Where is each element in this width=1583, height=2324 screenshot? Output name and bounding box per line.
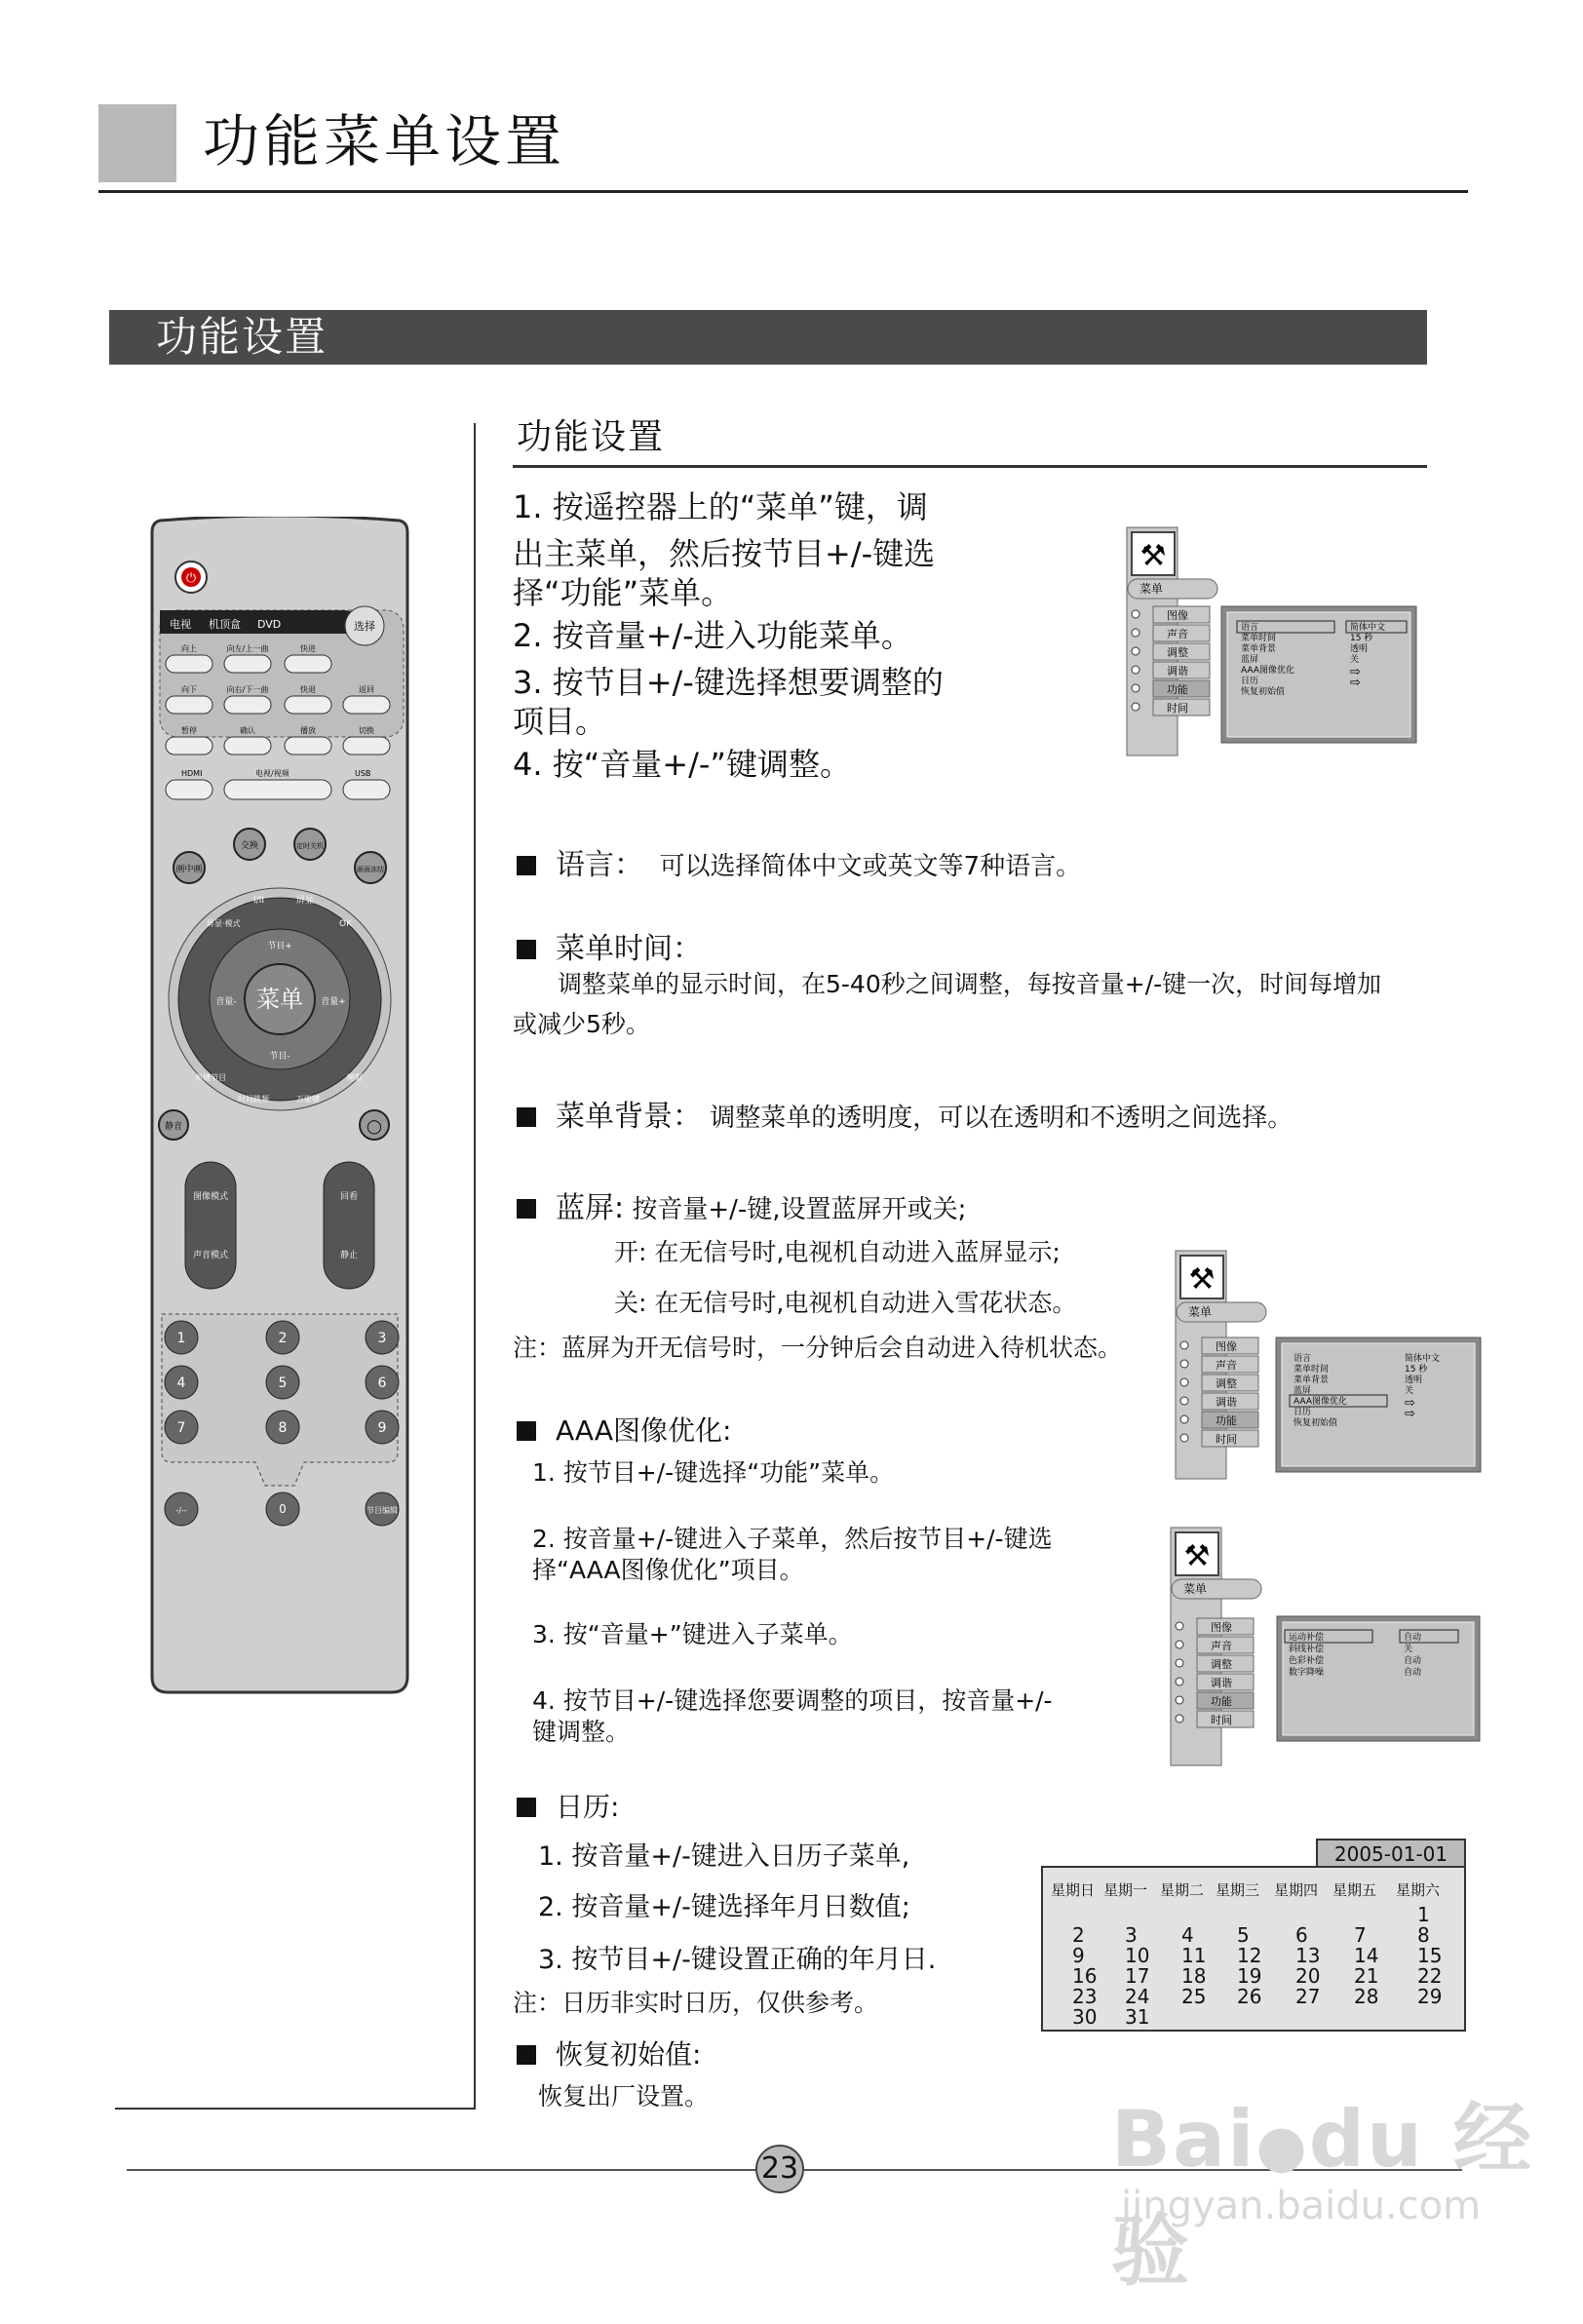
menu-row-label: 恢复初始值 (1293, 1418, 1338, 1428)
menu-tab-radio (1180, 1378, 1188, 1386)
subsection-rule (513, 465, 1427, 468)
step-1c: 择“功能”菜单。 (513, 574, 733, 611)
menu-row-value: 15 秒 (1405, 1365, 1428, 1375)
menu-title: 菜单 (1188, 1305, 1213, 1319)
menu-tab-radio (1132, 647, 1139, 655)
tv-video-key (224, 780, 331, 799)
menu-tab-label: 功能 (1211, 1695, 1232, 1708)
menu-tab-radio (1176, 1715, 1183, 1723)
remote-key-label: 向左/上一曲 (226, 644, 269, 653)
remote-key (285, 696, 331, 714)
section-title-bar: 功能设置 (109, 310, 1427, 365)
remote-key-label: 向上 (181, 644, 197, 653)
remote-key-label: HDMI (181, 769, 203, 778)
menu-tab-radio (1132, 629, 1139, 637)
column-divider (474, 423, 476, 2110)
menu-title: 菜单 (1139, 582, 1164, 596)
menu-tab-radio (1180, 1434, 1188, 1442)
step-1b: 出主菜单，然后按节目+/-键选 (513, 535, 936, 572)
aaa-row-value: 关 (1404, 1645, 1413, 1654)
round-key-label: 定时关机 (296, 842, 324, 850)
menu-tab-radio (1176, 1641, 1183, 1648)
svg-text:屏显: 屏显 (296, 896, 315, 906)
aaa-step-1: 1. 按节目+/-键选择“功能”菜单。 (532, 1458, 895, 1487)
menu-tab-radio (1176, 1659, 1183, 1667)
menu-row-label: AAA图像优化 (1241, 666, 1294, 676)
calendar-day[interactable]: 17 (1125, 1964, 1150, 1988)
cal-step-2: 2. 按音量+/-键选择年月日数值; (538, 1892, 910, 1922)
calendar-item: 日历: (517, 1786, 619, 1825)
calendar-weekday: 星期五 (1332, 1881, 1377, 1899)
calendar-day[interactable]: 7 (1354, 1923, 1367, 1947)
svg-text:屏显·模式: 屏显·模式 (207, 919, 241, 928)
aaa-row-label: 运动补偿 (1289, 1633, 1325, 1643)
calendar-weekday: 星期日 (1051, 1881, 1096, 1899)
menu-row-label: 菜单背景 (1293, 1375, 1330, 1385)
menu-tab-label: 声音 (1167, 628, 1188, 640)
round-key-label: 静音 (164, 1122, 183, 1132)
calendar-day[interactable]: 31 (1125, 2005, 1150, 2029)
calendar-day[interactable]: 15 (1417, 1944, 1443, 1967)
menu-tab-label: 功能 (1216, 1414, 1237, 1427)
menu-time-item: 菜单时间： (517, 924, 702, 967)
menu-tab-label: 图像 (1167, 609, 1188, 622)
calendar-day[interactable]: 2 (1072, 1923, 1085, 1947)
menu-row-label: 蓝屏 (1241, 655, 1259, 665)
remote-key-label: 快退 (300, 685, 316, 694)
page-number: 23 (755, 2145, 804, 2193)
aaa-row-value: 自动 (1404, 1633, 1422, 1643)
menu-row-label: 蓝屏 (1293, 1386, 1312, 1396)
aaa-step-4b: 键调整。 (532, 1718, 631, 1746)
reset-text: 恢复出厂设置。 (538, 2082, 710, 2111)
calendar-day[interactable]: 30 (1072, 2005, 1098, 2029)
menu-tab-label: 图像 (1216, 1340, 1237, 1353)
menu-tab-label: 调整 (1216, 1377, 1237, 1390)
calendar-day[interactable]: 14 (1354, 1944, 1379, 1967)
page-title: 功能菜单设置 (203, 108, 566, 174)
recall-rocker (324, 1162, 374, 1289)
digit-label: 3 (377, 1331, 387, 1346)
menu-time-text-b: 或减少5秒。 (513, 1010, 650, 1038)
remote-key (166, 696, 212, 714)
calendar-day[interactable]: 29 (1417, 1985, 1443, 2008)
calendar-date: 2005-01-01 (1316, 1839, 1466, 1868)
remote-bottom-rule (115, 2108, 476, 2110)
remote-key-label: 向下 (181, 685, 197, 694)
remote-key-label: 切换 (359, 726, 374, 735)
step-2: 2. 按音量+/-进入功能菜单。 (513, 617, 912, 654)
remote-key (285, 655, 331, 673)
digit-label: 1 (176, 1331, 186, 1346)
menu-tab-radio (1176, 1622, 1183, 1630)
arrow-right-icon: ⇨ (1405, 1396, 1415, 1411)
bullet-icon (517, 2045, 536, 2065)
mode-label: 电视 (170, 618, 191, 631)
menu-button-label: 菜单 (256, 986, 303, 1013)
menu-tab-radio (1180, 1415, 1188, 1423)
mode-label: DVD (257, 618, 282, 631)
menu-tab-label: 图像 (1211, 1621, 1232, 1634)
menu-tab-label: 声音 (1216, 1359, 1237, 1372)
menu-tab-radio (1180, 1341, 1188, 1349)
menu-tab-radio (1180, 1397, 1188, 1405)
menu-row-label: 菜单背景 (1241, 644, 1277, 654)
menu-tab-radio (1132, 666, 1139, 674)
menu-tab-label: 调谐 (1211, 1677, 1232, 1689)
menu-screenshot-2 (1175, 1250, 1483, 1484)
svg-text:时间跳频: 时间跳频 (238, 1095, 269, 1104)
calendar-day[interactable]: 26 (1237, 1985, 1262, 2008)
digit-label: 5 (278, 1375, 288, 1391)
round-key-label: 画面冻结 (357, 866, 384, 873)
calendar-day[interactable]: 22 (1417, 1964, 1443, 1988)
menu-tab-label: 调整 (1167, 646, 1188, 659)
svg-text:万能键: 万能键 (296, 1095, 320, 1104)
menu-screenshot-3 (1170, 1527, 1482, 1770)
menu-row-label: AAA图像优化 (1293, 1397, 1347, 1407)
menu-row-label: 日历 (1293, 1408, 1312, 1417)
header-marker (98, 104, 176, 182)
remote-key (285, 737, 331, 755)
menu-row-value: 简体中文 (1405, 1354, 1441, 1364)
svg-text:OK: OK (339, 919, 352, 929)
aaa-row-value: 自动 (1404, 1668, 1422, 1678)
bullet-icon (517, 940, 536, 959)
menu-tab-label: 时间 (1216, 1433, 1237, 1446)
calendar-day[interactable]: 10 (1125, 1944, 1150, 1967)
menu-title: 菜单 (1183, 1582, 1208, 1596)
blue-on-text: 开: 在无信号时,电视机自动进入蓝屏显示; (614, 1238, 1061, 1266)
header-rule (98, 190, 1468, 193)
calendar-day[interactable]: 27 (1295, 1985, 1321, 2008)
aaa-step-2a: 2. 按音量+/-键进入子菜单，然后按节目+/-键选 (532, 1525, 1053, 1553)
round-key-label: 交换 (240, 841, 259, 851)
aaa-item: AAA图像优化: (517, 1410, 731, 1449)
calendar-day[interactable]: 11 (1181, 1944, 1207, 1967)
remote-key (224, 655, 271, 673)
menu-row-label: 菜单时间 (1241, 634, 1277, 643)
menu-row-value: 关 (1405, 1386, 1414, 1396)
digit-label: -/-- (175, 1506, 187, 1515)
subsection-title: 功能设置 (517, 417, 666, 457)
menu-row-value: 透明 (1405, 1375, 1423, 1385)
menu-row-label: 语言 (1293, 1354, 1312, 1364)
aaa-step-2b: 择“AAA图像优化”项目。 (532, 1556, 804, 1584)
tools-icon: ⚒ (1139, 539, 1167, 573)
menu-time-text-a: 调整菜单的显示时间，在5-40秒之间调整，每按音量+/-键一次，时间每增加 (558, 970, 1382, 998)
calendar-day[interactable]: 1 (1417, 1903, 1430, 1926)
calendar-day[interactable]: 4 (1181, 1923, 1194, 1947)
step-3b: 项目。 (513, 703, 607, 740)
cal-note: 注：日历非实时日历，仅供参考。 (513, 1989, 879, 2017)
svg-text:回看: 回看 (339, 1192, 359, 1202)
watermark-url: jingyan.baidu.com (1121, 2184, 1482, 2228)
calendar-weekday: 星期二 (1160, 1881, 1205, 1899)
remote-key (343, 737, 390, 755)
bullet-icon (517, 1798, 536, 1817)
calendar-day[interactable]: 12 (1237, 1944, 1262, 1967)
svg-text:音量+: 音量+ (321, 997, 346, 1007)
remote-key-label: 返回 (359, 685, 374, 694)
blue-screen-item: 蓝屏: 按音量+/-键,设置蓝屏开或关; (517, 1183, 966, 1226)
step-3a: 3. 按节目+/-键选择想要调整的 (513, 664, 944, 701)
calendar-weekday: 星期四 (1274, 1881, 1319, 1899)
select-label: 选择 (354, 620, 375, 633)
menu-tab-radio (1132, 684, 1139, 692)
aaa-row-label: 数字降噪 (1289, 1668, 1325, 1678)
calendar-day[interactable]: 25 (1181, 1985, 1207, 2008)
menu-bg-item: 菜单背景： 调整菜单的透明度，可以在透明和不透明之间选择。 (517, 1092, 1293, 1135)
aaa-row-label: 色彩补偿 (1289, 1656, 1325, 1666)
hdmi-key (166, 780, 212, 799)
aaa-row-label: 斜线补偿 (1289, 1645, 1325, 1654)
arrow-right-icon: ⇨ (1350, 665, 1361, 679)
aaa-step-4a: 4. 按节目+/-键选择您要调整的项目，按音量+/- (532, 1686, 1053, 1715)
calendar-day[interactable]: 3 (1125, 1923, 1138, 1947)
digit-label: 节目编辑 (367, 1506, 398, 1515)
step-4: 4. 按“音量+/-”键调整。 (513, 746, 852, 783)
cal-step-1: 1. 按音量+/-键进入日历子菜单, (538, 1841, 910, 1872)
digit-label: 6 (377, 1375, 387, 1391)
calendar-day[interactable]: 18 (1181, 1964, 1207, 1988)
cal-step-3: 3. 按节目+/-键设置正确的年月日. (538, 1945, 937, 1975)
menu-tab-label: 声音 (1211, 1640, 1232, 1652)
calendar-weekday: 星期三 (1216, 1881, 1260, 1899)
digit-label: 7 (176, 1420, 186, 1436)
svg-text:静止: 静止 (339, 1251, 359, 1260)
remote-key-label: 暂停 (181, 726, 197, 735)
svg-text:声音模式: 声音模式 (192, 1251, 229, 1260)
menu-row-value: 关 (1350, 655, 1360, 665)
language-item: 语言： 可以选择简体中文或英文等7种语言。 (517, 840, 1081, 883)
calendar-widget (1041, 1866, 1466, 2032)
remote-key-label: USB (355, 769, 371, 778)
menu-tab-radio (1132, 610, 1139, 618)
menu-row-value: 简体中文 (1350, 623, 1386, 633)
digit-label: 8 (278, 1420, 288, 1436)
reset-item: 恢复初始值: (517, 2034, 701, 2072)
calendar-day[interactable]: 24 (1125, 1985, 1150, 2008)
menu-tab-label: 时间 (1211, 1714, 1232, 1726)
blue-note: 注：蓝屏为开无信号时，一分钟后会自动进入待机状态。 (513, 1334, 1123, 1362)
menu-tab-label: 调谐 (1216, 1396, 1237, 1409)
menu-tab-radio (1180, 1360, 1188, 1368)
arrow-right-icon: ⇨ (1350, 676, 1361, 690)
calendar-day[interactable]: 19 (1237, 1964, 1262, 1988)
menu-tab-label: 调谐 (1167, 665, 1188, 678)
remote-key (224, 696, 271, 714)
bullet-icon (517, 1107, 536, 1127)
digit-label: 0 (279, 1502, 287, 1516)
menu-row-label: 恢复初始值 (1241, 687, 1286, 697)
calendar-day[interactable]: 23 (1072, 1985, 1098, 2008)
mode-rocker (185, 1162, 236, 1289)
mode-label: 机顶盒 (209, 618, 241, 631)
menu-row-value: 15 秒 (1350, 634, 1373, 643)
blue-off-text: 关: 在无信号时,电视机自动进入雪花状态。 (614, 1289, 1077, 1317)
calendar-day[interactable]: 8 (1417, 1923, 1430, 1947)
round-key-label: 画中画 (175, 865, 203, 874)
calendar-day[interactable]: 21 (1354, 1964, 1379, 1988)
tools-icon: ⚒ (1183, 1539, 1211, 1573)
calendar-day[interactable]: 28 (1354, 1985, 1379, 2008)
remote-key-label: 电视/视频 (255, 769, 290, 778)
svg-text:音量-: 音量- (215, 997, 237, 1007)
digit-label: 9 (377, 1420, 387, 1436)
calendar-day[interactable]: 20 (1295, 1964, 1321, 1988)
menu-row-value: 透明 (1350, 644, 1369, 654)
digit-label: 2 (278, 1331, 288, 1346)
svg-text:节目-: 节目- (269, 1052, 290, 1062)
remote-key-label: 确认 (240, 726, 255, 735)
bullet-icon (517, 1421, 536, 1441)
remote-key (166, 737, 212, 755)
menu-row-label: 菜单时间 (1293, 1365, 1330, 1375)
remote-key-label: 向右/下一曲 (226, 685, 269, 694)
menu-tab-radio (1176, 1678, 1183, 1685)
arrow-right-icon: ⇨ (1405, 1407, 1415, 1421)
menu-screenshot-1 (1126, 526, 1418, 760)
remote-key (166, 655, 212, 673)
menu-row-label: 日历 (1241, 677, 1259, 686)
svg-text:节目+: 节目+ (267, 942, 292, 951)
svg-text:I/II: I/II (253, 896, 264, 906)
calendar-day[interactable]: 6 (1295, 1923, 1308, 1947)
svg-text:单键节目: 单键节目 (195, 1073, 226, 1082)
bullet-icon (517, 856, 536, 875)
aaa-step-3: 3. 按“音量+”键进入子菜单。 (532, 1620, 853, 1648)
tools-icon: ⚒ (1188, 1262, 1216, 1297)
calendar-day[interactable]: 5 (1237, 1923, 1250, 1947)
menu-tab-radio (1132, 703, 1139, 711)
remote-key-label: 播放 (300, 726, 316, 735)
svg-text:睡眠: 睡眠 (347, 1073, 363, 1082)
svg-text:图像模式: 图像模式 (192, 1192, 229, 1202)
calendar-day[interactable]: 13 (1295, 1944, 1321, 1967)
remote-key (224, 737, 271, 755)
bulb-icon: ◯ (367, 1119, 382, 1135)
calendar-weekday: 星期一 (1103, 1881, 1148, 1899)
bullet-icon (517, 1199, 536, 1219)
calendar-day[interactable]: 9 (1072, 1944, 1085, 1967)
aaa-row-value: 自动 (1404, 1656, 1422, 1666)
step-1a: 1. 按遥控器上的“菜单”键，调 (513, 488, 928, 525)
remote-control (148, 517, 411, 1698)
svg-text:⏻: ⏻ (185, 571, 197, 586)
remote-key-label: 快进 (300, 644, 316, 653)
menu-tab-label: 调整 (1211, 1658, 1232, 1671)
digit-label: 4 (176, 1375, 186, 1391)
menu-tab-label: 时间 (1167, 702, 1188, 715)
menu-row-label: 语言 (1241, 623, 1259, 633)
remote-key (343, 696, 390, 714)
menu-tab-label: 功能 (1167, 683, 1188, 696)
calendar-day[interactable]: 16 (1072, 1964, 1098, 1988)
calendar-weekday: 星期六 (1396, 1881, 1441, 1899)
usb-key (343, 780, 390, 799)
watermark-logo: Bai●du 经验 (1111, 2094, 1533, 2297)
menu-tab-radio (1176, 1696, 1183, 1704)
